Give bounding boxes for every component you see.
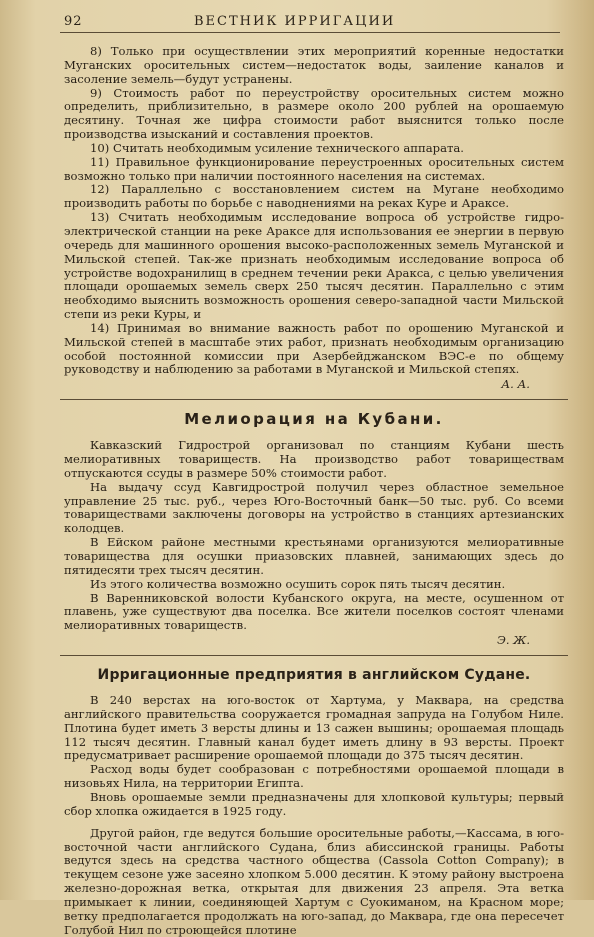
paragraph: Из этого количества возможно осушить сорок пять тысяч десятин. [90,576,506,591]
author-signature: Э. Ж. [497,633,530,648]
paragraph: Другой район, где ведутся большие оросительные работы,—Кассама, в юго-восточной части английского Судана, близ абиссинской границы. Работы ведутся здесь на средства частного общества (Cassola Cotton Company); в текущем сезоне уже засеяно хлопком 5.000 десятин. К этому району выстроена железно-дорожная ветка, открытая для движения 23 апреля. Эта ветка примыкает к линии, соединяющей Хартум с Суокиманом, на Красном море; ветку предполагается продолжать на юго-запад, до Маквара, где она пересечет Голубой Нил по строющейся плотине [64,825,564,937]
author-signature: А. А. [501,377,530,392]
section-sudan [64,694,564,937]
paragraph: В 240 верстах на юго-восток от Хартума, у Маквара, на средства английского правительства сооружается громадная запруда на Голубом Ниле. Плотина будет иметь 3 версты длины и 13 сажен вышины; орошаемая площадь 112 тысяч десятин. Главный канал будет иметь длину в 93 версты. Проект предусматривает расширение орошаемой площади до 375 тысяч десятин. [64,693,564,763]
journal-title: ВЕСТНИК ИРРИГАЦИИ [194,14,396,29]
paragraph: В Ейском районе местными крестьянами организуются мелиоративные товарищества для осушки приазовских плавней, занимающих здесь до пятидесяти трех тысяч десятин. [64,535,564,577]
paragraph: 10) Считать необходимым усиление технического аппарата. [90,140,464,155]
paragraph: 8) Только при осуществлении этих мероприятий коренные недостатки Муганских оросительных систем—недостаток воды, заиление каналов и засоление земель—будут устранены. [64,44,564,86]
header-rule [60,32,560,33]
section-divider [60,655,568,656]
paragraph: 9) Стоимость работ по переустройству оросительных систем можно определить, приблизительно, в размере около 200 рублей на орошаемую десятину. Точная же цифра стоимости работ выяснится только после производства изысканий и составления проектов. [64,85,564,142]
paragraph: 12) Параллельно с восстановлением систем на Мугане необходимо производить работы по борьбе с наводнениями на реках Куре и Араксе. [64,182,564,211]
paragraph: Кавказский Гидрострой организовал по станциям Кубани шесть мелиоративных товариществ. На производство работ товариществам отпускаются ссуды в размере 50% стоимости работ. [64,438,564,480]
section-title-kuban: Мелиорация на Кубани. [184,410,444,429]
running-header [64,14,564,29]
paragraph: 14) Принимая во внимание важность работ по орошению Муганской и Мильской степей в масштабе этих работ, признать необходимым организацию особой постоянной комиссии при Азербейджанском ВЭС-е по общему руководству и наблюдению за работами в Муганской и Мильской степях. [64,320,564,377]
section-divider [60,399,568,400]
paragraph: 13) Считать необходимым исследование вопроса об устройстве гидро-электрической станции на реке Араксе для использования ее энергии в первую очередь для машинного орошения высоко-расположенных земель Муганской и Мильской степей. Так-же признать необходимым исследование вопроса об устройстве водохранилищ в среднем течении реки Аракса, с целью увеличения площади орошаемых земель сверх 250 тысяч десятин. Параллельно с этим необходимо выяснить возможность орошения северо-западной части Мильской степи из реки Куры, и [64,210,564,322]
paragraph: На выдачу ссуд Кавгидрострой получил через областное земельное управление 25 тыс. руб., через Юго-Восточный банк—50 тыс. руб. Со всеми товариществами заключены договоры на устройство в станциях артезианских колодцев. [64,479,564,536]
paragraph: Вновь орошаемые земли предназначены для хлопковой культуры; первый сбор хлопка ожидается в 1925 году. [64,789,564,818]
page-number: 92 [64,14,83,29]
paragraph: В Варенниковской волости Кубанского округа, на месте, осушенном от плавень, уже существуют два поселка. Все жители поселков состоят членами мелиоративных товариществ. [64,590,564,633]
paragraph: Расход воды будет сообразован с потребностями орошаемой площади в низовьях Нила, на территории Египта. [64,762,564,791]
section-title-sudan: Ирригационные предприятия в английском Судане. [97,667,531,684]
section-mugan-resolutions [64,45,564,391]
paragraph: 11) Правильное функционирование переустроенных оросительных систем возможно только при наличии постоянного населения на системах. [64,154,564,183]
section-kuban [64,439,564,647]
